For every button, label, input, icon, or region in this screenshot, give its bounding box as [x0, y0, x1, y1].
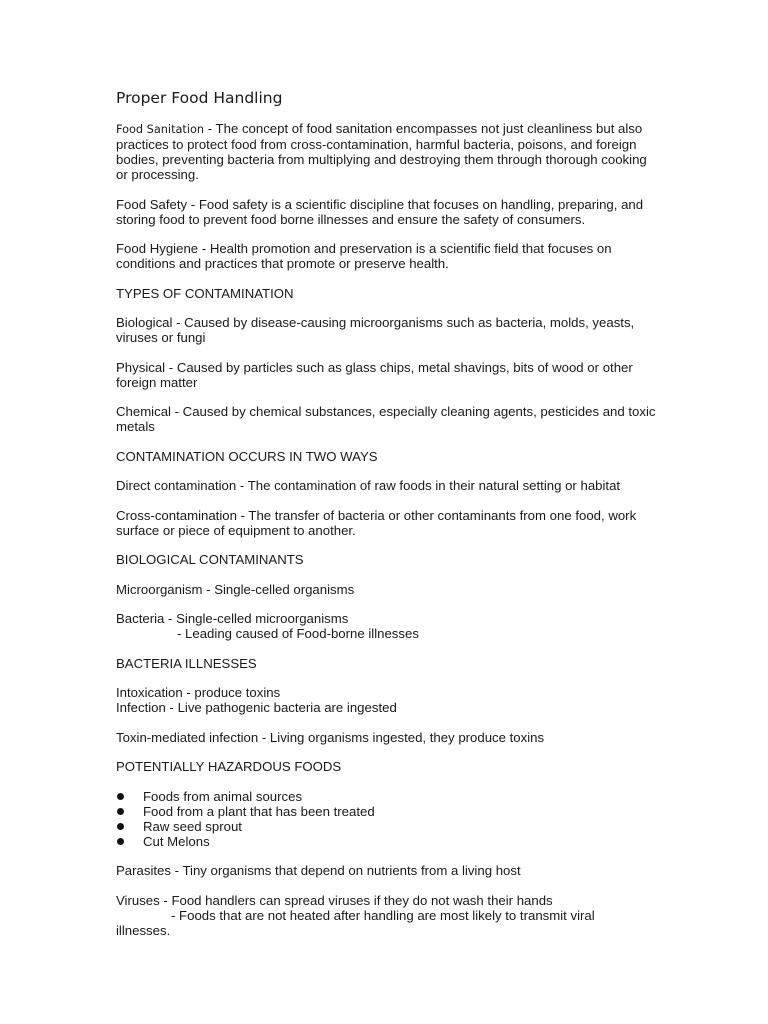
hazardous-foods-list: [116, 789, 656, 849]
food-safety-paragraph: Food Safety - Food safety is a scientific discipline that focuses on handling, preparing, and storing food to prevent food borne illnesses and ensure the safety of consumers.: [116, 196, 644, 227]
food-sanitation-term: Food Sanitation: [116, 123, 205, 136]
contamination-ways-heading: CONTAMINATION OCCURS IN TWO WAYS: [116, 448, 378, 464]
illness-types-paragraph: [116, 685, 656, 715]
hazardous-foods-heading: POTENTIALLY HAZARDOUS FOODS: [116, 759, 342, 774]
types-of-contamination-heading: TYPES OF CONTAMINATION: [116, 285, 294, 301]
list-item: [116, 819, 656, 834]
biological-contaminants-heading: BIOLOGICAL CONTAMINANTS: [116, 552, 304, 567]
bullet-icon: [117, 838, 124, 845]
physical-paragraph: Physical - Caused by particles such as glass chips, metal shavings, bits of wood or other foreign matter: [116, 359, 633, 390]
intoxication-line: Intoxication - produce toxins: [116, 685, 281, 700]
list-item: [116, 789, 656, 804]
list-item-text: Cut Melons: [143, 833, 210, 849]
viruses-line-3: illnesses.: [116, 922, 171, 938]
bullet-icon: [117, 793, 124, 800]
list-item-text: Raw seed sprout: [143, 818, 242, 834]
viruses-line-1: Viruses - Food handlers can spread viruses if they do not wash their hands: [116, 892, 553, 908]
bacteria-line-1: Bacteria - Single-celled microorganisms: [116, 611, 349, 626]
food-hygiene-paragraph: Food Hygiene - Health promotion and preservation is a scientific field that focuses on conditions and practices that promote or preserve health.: [116, 241, 612, 271]
food-sanitation-paragraph: [116, 121, 656, 182]
biological-paragraph: Biological - Caused by disease-causing microorganisms such as bacteria, molds, yeasts, viruses or fungi: [116, 315, 635, 345]
list-item: [116, 834, 656, 849]
list-item: [116, 804, 656, 819]
list-item-text: Food from a plant that has been treated: [143, 803, 375, 819]
page-title: Proper Food Handling: [116, 89, 283, 107]
bacteria-paragraph: [116, 611, 656, 641]
parasites-paragraph: Parasites - Tiny organisms that depend on nutrients from a living host: [116, 863, 521, 878]
toxin-mediated-paragraph: Toxin-mediated infection - Living organisms ingested, they produce toxins: [116, 729, 545, 745]
microorganism-paragraph: Microorganism - Single-celled organisms: [116, 581, 355, 597]
bullet-icon: [117, 823, 124, 830]
viruses-paragraph: [116, 893, 656, 938]
bacteria-illnesses-heading: BACTERIA ILLNESSES: [116, 655, 257, 671]
document-page: [116, 88, 656, 952]
food-sanitation-text: - The concept of food sanitation encompasses not just cleanliness but also practices to protect food from cross-contamination, harmful bacteria, poisons, and foreign bodies, preventing bacteria from multiplying and destroying them through thorough cooking or processing.: [116, 121, 647, 182]
list-item-text: Foods from animal sources: [143, 788, 303, 804]
cross-contamination-paragraph: Cross-contamination - The transfer of bacteria or other contaminants from one food, work surface or piece of equipment to another.: [116, 507, 637, 538]
direct-contamination-paragraph: Direct contamination - The contamination of raw foods in their natural setting or habitat: [116, 478, 621, 493]
viruses-line-2: - Foods that are not heated after handling are most likely to transmit viral: [171, 907, 595, 923]
chemical-paragraph: Chemical - Caused by chemical substances, especially cleaning agents, pesticides and toxic metals: [116, 404, 656, 434]
infection-line: Infection - Live pathogenic bacteria are ingested: [116, 700, 397, 715]
bacteria-line-2: - Leading caused of Food-borne illnesses: [177, 626, 419, 641]
bullet-icon: [117, 808, 124, 815]
